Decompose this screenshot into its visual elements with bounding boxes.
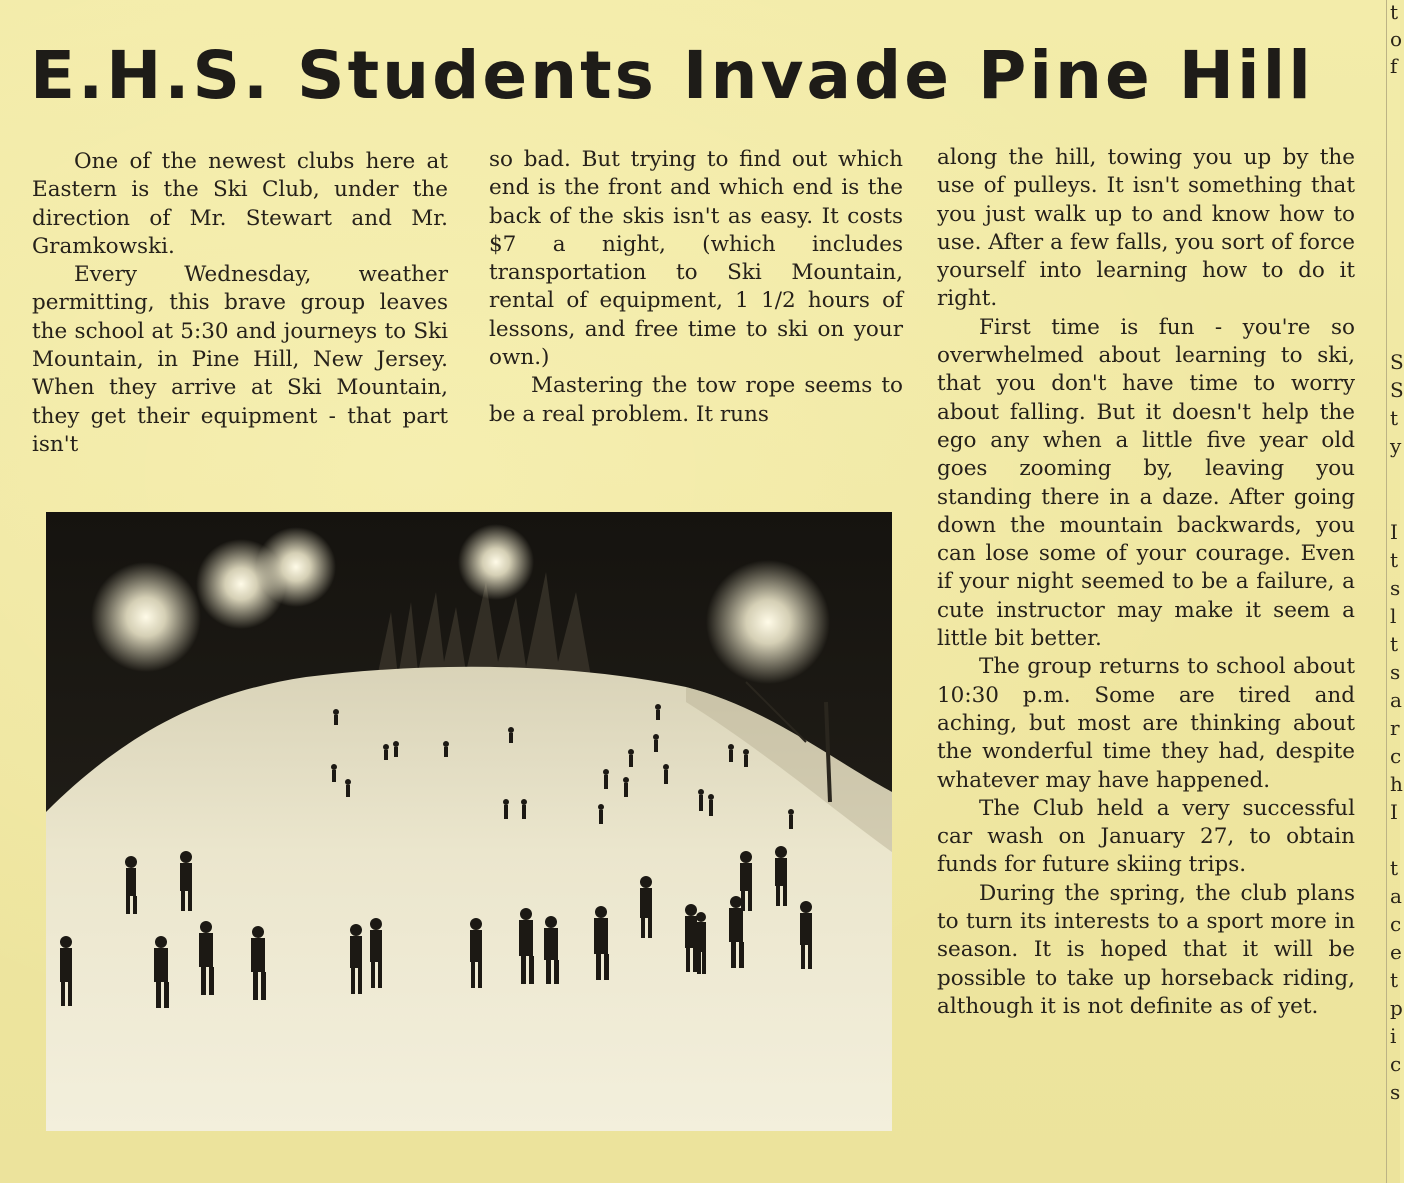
- paragraph: First time is fun - you're so overwhelmed about learning to ski, that you don't have time to worry about falling. But it doesn't help the ego any when a little five year old goes zooming by, leaving you standing there in a daze. After going down the mountain backwards, you can lose some of your courage. Even if your night seemed to be a failure, a cute instructor may make it seem a little bit better.: [937, 314, 1355, 652]
- edge-fragment: h: [1390, 772, 1403, 796]
- edge-fragment: a: [1390, 884, 1402, 908]
- photo-illustration: [46, 512, 892, 1131]
- edge-fragment: t: [1390, 0, 1399, 24]
- edge-fragment: e: [1390, 940, 1402, 964]
- edge-fragment: l: [1390, 604, 1397, 628]
- adjacent-column-edge: [1386, 0, 1404, 1183]
- edge-fragment: p: [1390, 996, 1403, 1020]
- edge-fragment: S: [1390, 350, 1404, 374]
- edge-fragment: I: [1390, 800, 1398, 824]
- edge-fragment: t: [1390, 968, 1399, 992]
- edge-fragment: c: [1390, 744, 1402, 768]
- article-column-2: [489, 146, 903, 429]
- edge-fragment: I: [1390, 520, 1398, 544]
- edge-fragment: s: [1390, 1080, 1401, 1104]
- paragraph: The Club held a very successful car wash on January 27, to obtain funds for future skiing trips.: [937, 795, 1355, 878]
- edge-fragment: c: [1390, 912, 1402, 936]
- edge-fragment: S: [1390, 378, 1404, 402]
- edge-fragment: s: [1390, 576, 1401, 600]
- edge-fragment: y: [1390, 434, 1402, 458]
- ski-slope-night-photo: [46, 512, 892, 1131]
- article-column-3: [937, 144, 1355, 1021]
- edge-fragment: t: [1390, 548, 1399, 572]
- edge-fragment: c: [1390, 1052, 1402, 1076]
- paragraph: During the spring, the club plans to turn its interests to a sport more in season. It is hoped that it will be possible to take up horseback riding, although it is not definite as of yet.: [937, 880, 1355, 1019]
- edge-fragment: r: [1390, 716, 1400, 740]
- article-column-1: [32, 148, 448, 459]
- paragraph: Every Wednesday, weather permitting, this brave group leaves the school at 5:30 and journeys to Ski Mountain, in Pine Hill, New Jersey. When they arrive at Ski Mountain, they get their equipment - that part isn't: [32, 262, 448, 457]
- edge-fragment: t: [1390, 406, 1399, 430]
- paragraph: One of the newest clubs here at Eastern is the Ski Club, under the direction of Mr. Stewart and Mr. Gramkowski.: [32, 149, 448, 259]
- edge-fragment: t: [1390, 632, 1399, 656]
- headline: E.H.S. Students Invade Pine Hill: [30, 37, 1314, 114]
- edge-fragment: a: [1390, 688, 1402, 712]
- paragraph: The group returns to school about 10:30 p.m. Some are tired and aching, but most are thinking about the wonderful time they had, despite whatever may have happened.: [937, 654, 1355, 793]
- paragraph: along the hill, towing you up by the use of pulleys. It isn't something that you just walk up to and know how to use. After a few falls, you sort of force yourself into learning how to do it right.: [937, 145, 1355, 312]
- paragraph: Mastering the tow rope seems to be a real problem. It runs: [489, 373, 903, 427]
- edge-fragment: s: [1390, 660, 1401, 684]
- edge-fragment: o: [1390, 27, 1403, 51]
- paragraph: so bad. But trying to find out which end is the front and which end is the back of the skis isn't as easy. It costs $7 a night, (which includes transportation to Ski Mountain, rental of equipment, 1 1/2 hours of lessons, and free time to ski on your own.): [489, 147, 903, 371]
- edge-fragment: i: [1390, 1024, 1397, 1048]
- edge-fragment: t: [1390, 856, 1399, 880]
- edge-fragment: f: [1390, 54, 1398, 78]
